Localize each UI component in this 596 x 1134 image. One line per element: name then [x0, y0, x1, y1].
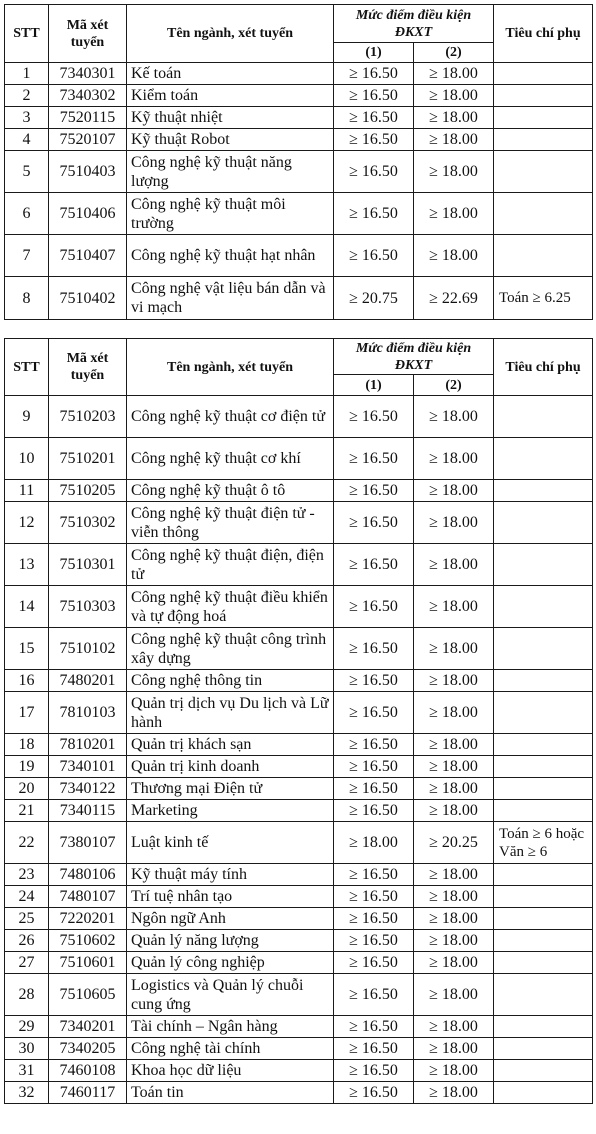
- tieu-chi-phu-cell: [494, 974, 593, 1016]
- table-row: [5, 930, 593, 952]
- muc-diem-2-cell: ≥ 18.00: [414, 129, 494, 151]
- table-row: [5, 277, 593, 320]
- table-row: [5, 396, 593, 438]
- ma-xet-tuyen-cell: 7510403: [49, 151, 127, 193]
- table-row: [5, 193, 593, 235]
- ma-xet-tuyen-cell: 7810103: [49, 692, 127, 734]
- tieu-chi-phu-cell: [494, 107, 593, 129]
- ten-nganh-cell: Công nghệ kỹ thuật công trình xây dựng: [127, 628, 334, 670]
- stt-cell: 26: [5, 930, 49, 952]
- stt-cell: 9: [5, 396, 49, 438]
- muc-diem-1-cell: ≥ 16.50: [334, 502, 414, 544]
- muc-diem-1-cell: ≥ 16.50: [334, 670, 414, 692]
- muc-diem-2-cell: ≥ 18.00: [414, 628, 494, 670]
- header-col-1: (1): [334, 43, 414, 63]
- ten-nganh-cell: Quản lý năng lượng: [127, 930, 334, 952]
- ten-nganh-cell: Quản trị dịch vụ Du lịch và Lữ hành: [127, 692, 334, 734]
- ten-nganh-cell: Công nghệ kỹ thuật ô tô: [127, 480, 334, 502]
- muc-diem-1-cell: ≥ 18.00: [334, 822, 414, 864]
- ma-xet-tuyen-cell: 7810201: [49, 734, 127, 756]
- tieu-chi-phu-cell: [494, 480, 593, 502]
- header-tieu-chi-phu: Tiêu chí phụ: [494, 339, 593, 396]
- stt-cell: 2: [5, 85, 49, 107]
- muc-diem-1-cell: ≥ 16.50: [334, 151, 414, 193]
- table-row: [5, 85, 593, 107]
- stt-cell: 16: [5, 670, 49, 692]
- muc-diem-2-cell: ≥ 20.25: [414, 822, 494, 864]
- tieu-chi-phu-cell: [494, 1060, 593, 1082]
- muc-diem-1-cell: ≥ 16.50: [334, 438, 414, 480]
- muc-diem-1-cell: ≥ 16.50: [334, 908, 414, 930]
- ten-nganh-cell: Công nghệ kỹ thuật môi trường: [127, 193, 334, 235]
- ma-xet-tuyen-cell: 7510406: [49, 193, 127, 235]
- tieu-chi-phu-cell: [494, 438, 593, 480]
- ma-xet-tuyen-cell: 7340101: [49, 756, 127, 778]
- muc-diem-1-cell: ≥ 16.50: [334, 778, 414, 800]
- stt-cell: 20: [5, 778, 49, 800]
- table-row: [5, 1038, 593, 1060]
- muc-diem-1-cell: ≥ 16.50: [334, 544, 414, 586]
- tieu-chi-phu-cell: [494, 734, 593, 756]
- stt-cell: 29: [5, 1016, 49, 1038]
- header-col-2: (2): [414, 375, 494, 396]
- muc-diem-2-cell: ≥ 18.00: [414, 1060, 494, 1082]
- muc-diem-2-cell: ≥ 18.00: [414, 930, 494, 952]
- header-ten-nganh: Tên ngành, xét tuyển: [127, 339, 334, 396]
- stt-cell: 6: [5, 193, 49, 235]
- muc-diem-2-cell: ≥ 18.00: [414, 502, 494, 544]
- header-stt: STT: [5, 5, 49, 63]
- ma-xet-tuyen-cell: 7380107: [49, 822, 127, 864]
- header-muc-diem: Mức điểm điều kiện ĐKXT: [334, 339, 494, 375]
- muc-diem-2-cell: ≥ 18.00: [414, 396, 494, 438]
- stt-cell: 13: [5, 544, 49, 586]
- ma-xet-tuyen-cell: 7510302: [49, 502, 127, 544]
- muc-diem-2-cell: ≥ 18.00: [414, 586, 494, 628]
- tieu-chi-phu-cell: [494, 502, 593, 544]
- header-muc-diem: Mức điểm điều kiện ĐKXT: [334, 5, 494, 43]
- ma-xet-tuyen-cell: 7480106: [49, 864, 127, 886]
- tieu-chi-phu-cell: [494, 930, 593, 952]
- ma-xet-tuyen-cell: 7510601: [49, 952, 127, 974]
- muc-diem-2-cell: ≥ 18.00: [414, 85, 494, 107]
- table-row: [5, 692, 593, 734]
- muc-diem-1-cell: ≥ 16.50: [334, 129, 414, 151]
- ma-xet-tuyen-cell: 7510205: [49, 480, 127, 502]
- table-row: [5, 438, 593, 480]
- ten-nganh-cell: Công nghệ kỹ thuật năng lượng: [127, 151, 334, 193]
- muc-diem-2-cell: ≥ 18.00: [414, 974, 494, 1016]
- table-row: [5, 151, 593, 193]
- muc-diem-2-cell: ≥ 18.00: [414, 235, 494, 277]
- ten-nganh-cell: Công nghệ kỹ thuật cơ khí: [127, 438, 334, 480]
- tieu-chi-phu-cell: [494, 692, 593, 734]
- muc-diem-1-cell: ≥ 16.50: [334, 952, 414, 974]
- table-row: [5, 952, 593, 974]
- muc-diem-2-cell: ≥ 18.00: [414, 756, 494, 778]
- table-row: [5, 1060, 593, 1082]
- muc-diem-1-cell: ≥ 16.50: [334, 85, 414, 107]
- muc-diem-1-cell: ≥ 16.50: [334, 1060, 414, 1082]
- stt-cell: 5: [5, 151, 49, 193]
- ten-nganh-cell: Ngôn ngữ Anh: [127, 908, 334, 930]
- header-ma-xet-tuyen: Mã xét tuyển: [49, 339, 127, 396]
- ten-nganh-cell: Công nghệ vật liệu bán dẫn và vi mạch: [127, 277, 334, 320]
- ma-xet-tuyen-cell: 7480107: [49, 886, 127, 908]
- ten-nganh-cell: Logistics và Quản lý chuỗi cung ứng: [127, 974, 334, 1016]
- ma-xet-tuyen-cell: 7520115: [49, 107, 127, 129]
- table-row: [5, 670, 593, 692]
- table-row: [5, 1016, 593, 1038]
- ma-xet-tuyen-cell: 7510407: [49, 235, 127, 277]
- table-row: [5, 586, 593, 628]
- tieu-chi-phu-cell: [494, 85, 593, 107]
- muc-diem-2-cell: ≥ 18.00: [414, 670, 494, 692]
- ma-xet-tuyen-cell: 7220201: [49, 908, 127, 930]
- stt-cell: 10: [5, 438, 49, 480]
- ma-xet-tuyen-cell: 7520107: [49, 129, 127, 151]
- muc-diem-1-cell: ≥ 16.50: [334, 63, 414, 85]
- muc-diem-2-cell: ≥ 18.00: [414, 1038, 494, 1060]
- stt-cell: 31: [5, 1060, 49, 1082]
- muc-diem-1-cell: ≥ 16.50: [334, 1016, 414, 1038]
- ten-nganh-cell: Công nghệ kỹ thuật hạt nhân: [127, 235, 334, 277]
- muc-diem-1-cell: ≥ 16.50: [334, 1082, 414, 1104]
- tieu-chi-phu-cell: [494, 1038, 593, 1060]
- tieu-chi-phu-cell: Toán ≥ 6 hoặc Văn ≥ 6: [494, 822, 593, 864]
- stt-cell: 24: [5, 886, 49, 908]
- ma-xet-tuyen-cell: 7510303: [49, 586, 127, 628]
- ten-nganh-cell: Công nghệ kỹ thuật điện tử - viễn thông: [127, 502, 334, 544]
- header-col-2: (2): [414, 43, 494, 63]
- table-row: [5, 107, 593, 129]
- ten-nganh-cell: Trí tuệ nhân tạo: [127, 886, 334, 908]
- muc-diem-1-cell: ≥ 16.50: [334, 1038, 414, 1060]
- tieu-chi-phu-cell: [494, 886, 593, 908]
- muc-diem-2-cell: ≥ 18.00: [414, 1082, 494, 1104]
- ma-xet-tuyen-cell: 7460117: [49, 1082, 127, 1104]
- stt-cell: 17: [5, 692, 49, 734]
- tieu-chi-phu-cell: [494, 396, 593, 438]
- header-tieu-chi-phu: Tiêu chí phụ: [494, 5, 593, 63]
- stt-cell: 14: [5, 586, 49, 628]
- table-row: [5, 129, 593, 151]
- tieu-chi-phu-cell: [494, 908, 593, 930]
- ten-nganh-cell: Marketing: [127, 800, 334, 822]
- ten-nganh-cell: Công nghệ thông tin: [127, 670, 334, 692]
- muc-diem-1-cell: ≥ 16.50: [334, 692, 414, 734]
- ma-xet-tuyen-cell: 7480201: [49, 670, 127, 692]
- tieu-chi-phu-cell: Toán ≥ 6.25: [494, 277, 593, 320]
- muc-diem-2-cell: ≥ 18.00: [414, 480, 494, 502]
- muc-diem-2-cell: ≥ 18.00: [414, 692, 494, 734]
- ma-xet-tuyen-cell: 7340115: [49, 800, 127, 822]
- table-row: [5, 886, 593, 908]
- muc-diem-1-cell: ≥ 16.50: [334, 800, 414, 822]
- stt-cell: 22: [5, 822, 49, 864]
- tieu-chi-phu-cell: [494, 586, 593, 628]
- table-row: [5, 756, 593, 778]
- ma-xet-tuyen-cell: 7510402: [49, 277, 127, 320]
- ma-xet-tuyen-cell: 7460108: [49, 1060, 127, 1082]
- tieu-chi-phu-cell: [494, 235, 593, 277]
- ten-nganh-cell: Khoa học dữ liệu: [127, 1060, 334, 1082]
- muc-diem-1-cell: ≥ 16.50: [334, 756, 414, 778]
- ten-nganh-cell: Tài chính – Ngân hàng: [127, 1016, 334, 1038]
- ma-xet-tuyen-cell: 7510602: [49, 930, 127, 952]
- muc-diem-2-cell: ≥ 18.00: [414, 886, 494, 908]
- ten-nganh-cell: Kỹ thuật nhiệt: [127, 107, 334, 129]
- stt-cell: 3: [5, 107, 49, 129]
- table-row: [5, 63, 593, 85]
- muc-diem-1-cell: ≥ 16.50: [334, 235, 414, 277]
- tieu-chi-phu-cell: [494, 778, 593, 800]
- ma-xet-tuyen-cell: 7340205: [49, 1038, 127, 1060]
- tieu-chi-phu-cell: [494, 63, 593, 85]
- tieu-chi-phu-cell: [494, 756, 593, 778]
- table-row: [5, 822, 593, 864]
- admission-table-1: [4, 4, 593, 320]
- ten-nganh-cell: Công nghệ kỹ thuật cơ điện tử: [127, 396, 334, 438]
- stt-cell: 25: [5, 908, 49, 930]
- ma-xet-tuyen-cell: 7510301: [49, 544, 127, 586]
- ma-xet-tuyen-cell: 7340201: [49, 1016, 127, 1038]
- tieu-chi-phu-cell: [494, 628, 593, 670]
- header-ma-xet-tuyen: Mã xét tuyển: [49, 5, 127, 63]
- stt-cell: 11: [5, 480, 49, 502]
- ten-nganh-cell: Quản trị kinh doanh: [127, 756, 334, 778]
- table-row: [5, 480, 593, 502]
- table-row: [5, 502, 593, 544]
- muc-diem-1-cell: ≥ 20.75: [334, 277, 414, 320]
- tieu-chi-phu-cell: [494, 129, 593, 151]
- table-row: [5, 235, 593, 277]
- ma-xet-tuyen-cell: 7510203: [49, 396, 127, 438]
- stt-cell: 23: [5, 864, 49, 886]
- table-row: [5, 544, 593, 586]
- muc-diem-2-cell: ≥ 18.00: [414, 734, 494, 756]
- muc-diem-2-cell: ≥ 18.00: [414, 864, 494, 886]
- stt-cell: 7: [5, 235, 49, 277]
- ma-xet-tuyen-cell: 7340302: [49, 85, 127, 107]
- muc-diem-1-cell: ≥ 16.50: [334, 734, 414, 756]
- admission-table-2: [4, 338, 593, 1104]
- ten-nganh-cell: Quản trị khách sạn: [127, 734, 334, 756]
- tieu-chi-phu-cell: [494, 1016, 593, 1038]
- tieu-chi-phu-cell: [494, 864, 593, 886]
- muc-diem-1-cell: ≥ 16.50: [334, 193, 414, 235]
- tieu-chi-phu-cell: [494, 151, 593, 193]
- muc-diem-2-cell: ≥ 18.00: [414, 778, 494, 800]
- ma-xet-tuyen-cell: 7340122: [49, 778, 127, 800]
- muc-diem-2-cell: ≥ 18.00: [414, 193, 494, 235]
- stt-cell: 21: [5, 800, 49, 822]
- ma-xet-tuyen-cell: 7340301: [49, 63, 127, 85]
- tieu-chi-phu-cell: [494, 670, 593, 692]
- table-row: [5, 778, 593, 800]
- muc-diem-2-cell: ≥ 18.00: [414, 63, 494, 85]
- header-stt: STT: [5, 339, 49, 396]
- muc-diem-1-cell: ≥ 16.50: [334, 930, 414, 952]
- muc-diem-2-cell: ≥ 18.00: [414, 438, 494, 480]
- header-col-1: (1): [334, 375, 414, 396]
- ten-nganh-cell: Toán tin: [127, 1082, 334, 1104]
- ten-nganh-cell: Luật kinh tế: [127, 822, 334, 864]
- ma-xet-tuyen-cell: 7510605: [49, 974, 127, 1016]
- muc-diem-2-cell: ≥ 18.00: [414, 952, 494, 974]
- muc-diem-1-cell: ≥ 16.50: [334, 974, 414, 1016]
- ten-nganh-cell: Kỹ thuật máy tính: [127, 864, 334, 886]
- stt-cell: 15: [5, 628, 49, 670]
- stt-cell: 30: [5, 1038, 49, 1060]
- muc-diem-2-cell: ≥ 18.00: [414, 800, 494, 822]
- table-row: [5, 628, 593, 670]
- table-2-body: [5, 396, 593, 1104]
- stt-cell: 18: [5, 734, 49, 756]
- stt-cell: 12: [5, 502, 49, 544]
- muc-diem-1-cell: ≥ 16.50: [334, 886, 414, 908]
- tieu-chi-phu-cell: [494, 800, 593, 822]
- muc-diem-1-cell: ≥ 16.50: [334, 628, 414, 670]
- tieu-chi-phu-cell: [494, 952, 593, 974]
- muc-diem-2-cell: ≥ 18.00: [414, 1016, 494, 1038]
- table-row: [5, 864, 593, 886]
- ma-xet-tuyen-cell: 7510102: [49, 628, 127, 670]
- muc-diem-1-cell: ≥ 16.50: [334, 586, 414, 628]
- ten-nganh-cell: Kiểm toán: [127, 85, 334, 107]
- muc-diem-1-cell: ≥ 16.50: [334, 396, 414, 438]
- ten-nganh-cell: Quản lý công nghiệp: [127, 952, 334, 974]
- stt-cell: 1: [5, 63, 49, 85]
- table-row: [5, 734, 593, 756]
- muc-diem-2-cell: ≥ 18.00: [414, 151, 494, 193]
- muc-diem-2-cell: ≥ 18.00: [414, 107, 494, 129]
- table-row: [5, 800, 593, 822]
- table-row: [5, 974, 593, 1016]
- stt-cell: 19: [5, 756, 49, 778]
- ten-nganh-cell: Thương mại Điện tử: [127, 778, 334, 800]
- stt-cell: 28: [5, 974, 49, 1016]
- muc-diem-1-cell: ≥ 16.50: [334, 864, 414, 886]
- ten-nganh-cell: Công nghệ tài chính: [127, 1038, 334, 1060]
- tieu-chi-phu-cell: [494, 544, 593, 586]
- header-ten-nganh: Tên ngành, xét tuyển: [127, 5, 334, 63]
- muc-diem-2-cell: ≥ 22.69: [414, 277, 494, 320]
- stt-cell: 27: [5, 952, 49, 974]
- muc-diem-2-cell: ≥ 18.00: [414, 544, 494, 586]
- stt-cell: 4: [5, 129, 49, 151]
- ten-nganh-cell: Công nghệ kỹ thuật điều khiển và tự động hoá: [127, 586, 334, 628]
- muc-diem-1-cell: ≥ 16.50: [334, 480, 414, 502]
- muc-diem-2-cell: ≥ 18.00: [414, 908, 494, 930]
- stt-cell: 32: [5, 1082, 49, 1104]
- muc-diem-1-cell: ≥ 16.50: [334, 107, 414, 129]
- ma-xet-tuyen-cell: 7510201: [49, 438, 127, 480]
- tieu-chi-phu-cell: [494, 193, 593, 235]
- table-row: [5, 908, 593, 930]
- table-1-body: [5, 63, 593, 320]
- ten-nganh-cell: Công nghệ kỹ thuật điện, điện tử: [127, 544, 334, 586]
- ten-nganh-cell: Kế toán: [127, 63, 334, 85]
- table-row: [5, 1082, 593, 1104]
- tieu-chi-phu-cell: [494, 1082, 593, 1104]
- stt-cell: 8: [5, 277, 49, 320]
- ten-nganh-cell: Kỹ thuật Robot: [127, 129, 334, 151]
